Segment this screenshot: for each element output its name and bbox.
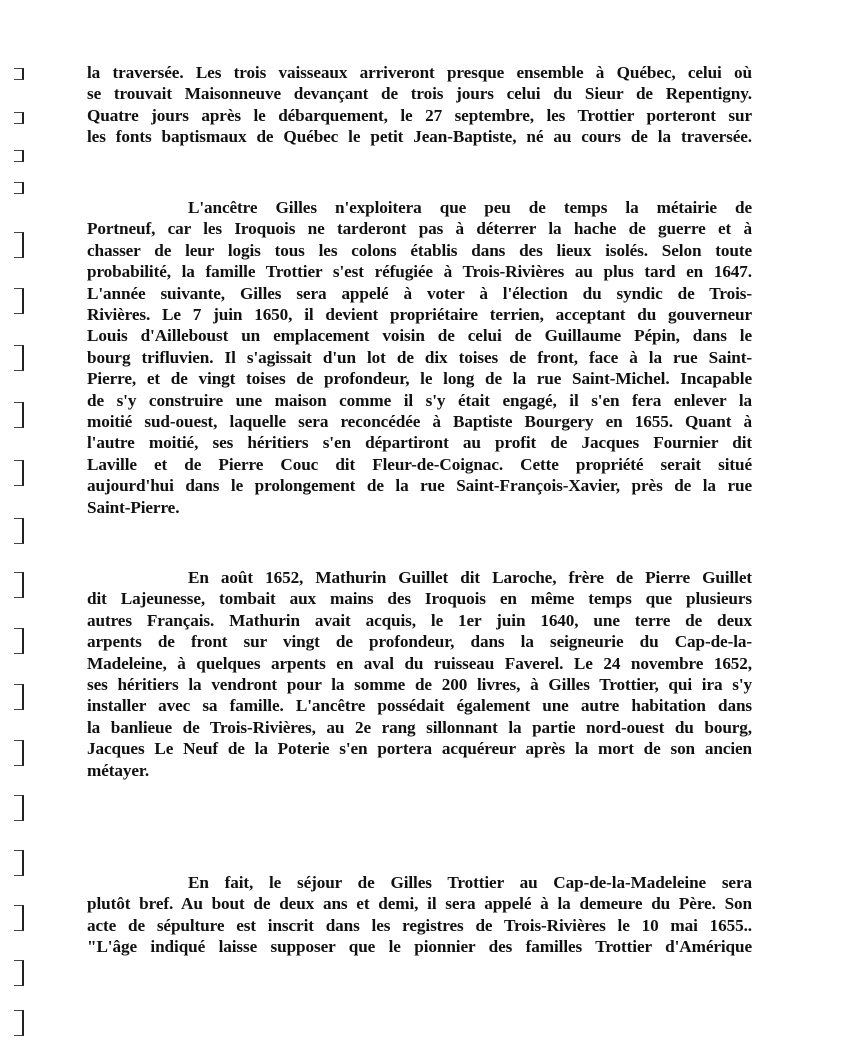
text-line: Pierre, et de vingt toises de profondeur, le long de la rue Saint-Michel. Incapable [87, 369, 752, 389]
binding-hole-mark [14, 68, 24, 80]
text-line: Saint-Pierre. [87, 497, 180, 517]
text-line: moitié sud-ouest, laquelle sera reconcédée à Baptiste Bourgery en 1655. Quant à [87, 412, 752, 432]
text-line: installer avec sa famille. L'ancêtre possédait également une autre habitation dans [87, 696, 752, 716]
paragraph-1 [87, 62, 752, 148]
text-line: En fait, le séjour de Gilles Trottier au Cap-de-la-Madeleine sera [188, 873, 752, 892]
text-line: ses héritiers la vendront pour la somme de 200 livres, à Gilles Trottier, qui ira s'y [87, 675, 752, 695]
binding-hole-mark [14, 850, 24, 876]
binding-hole-mark [14, 905, 24, 931]
paragraph-2 [87, 197, 752, 518]
text-line: métayer. [87, 760, 150, 780]
text-line: de s'y construire une maison comme il s'y était engagé, il s'en fera enlever la [87, 390, 752, 410]
text-line: arpents de front sur vingt de profondeur, dans la seigneurie du Cap-de-la- [87, 632, 752, 652]
text-line: probabilité, la famille Trottier s'est réfugiée à Trois-Rivières au plus tard en 1647. [87, 262, 752, 282]
text-line: plutôt bref. Au bout de deux ans et demi, il sera appelé à la demeure du Père. Son [87, 894, 752, 914]
text-line: acte de sépulture est inscrit dans les registres de Trois-Rivières le 10 mai 1655.. [87, 915, 752, 935]
text-line: autres Français. Mathurin avait acquis, le 1er juin 1640, une terre de deux [87, 610, 752, 630]
text-line: Laville et de Pierre Couc dit Fleur-de-Coignac. Cette propriété serait situé [87, 454, 752, 474]
binding-hole-mark [14, 684, 24, 710]
binding-hole-mark [14, 1010, 24, 1036]
binding-hole-mark [14, 795, 24, 821]
text-line: L'année suivante, Gilles sera appelé à voter à l'élection du syndic de Trois- [87, 283, 752, 303]
text-line: chasser de leur logis tous les colons établis dans des lieux isolés. Selon toute [87, 240, 752, 260]
binding-marks [0, 0, 40, 1059]
paragraph-3 [87, 567, 752, 781]
text-line: "L'âge indiqué laisse supposer que le pionnier des familles Trottier d'Amérique [87, 937, 752, 957]
text-line: Madeleine, à quelques arpents en aval du ruisseau Faverel. Le 24 novembre 1652, [87, 653, 752, 673]
text-line: se trouvait Maisonneuve devançant de trois jours celui du Sieur de Repentigny. [87, 84, 752, 104]
text-line: l'autre moitié, ses héritiers s'en départiront au profit de Jacques Fournier dit [87, 433, 752, 453]
binding-hole-mark [14, 288, 24, 314]
binding-hole-mark [14, 232, 24, 258]
binding-hole-mark [14, 628, 24, 654]
text-line: aujourd'hui dans le prolongement de la rue Saint-François-Xavier, près de la rue [87, 476, 752, 496]
text-line: Portneuf, car les Iroquois ne tarderont pas à déterrer la hache de guerre et à [87, 219, 752, 239]
binding-hole-mark [14, 518, 24, 544]
text-line: la traversée. Les trois vaisseaux arriveront presque ensemble à Québec, celui où [87, 63, 752, 82]
text-line: Quatre jours après le débarquement, le 27 septembre, les Trottier porteront sur [87, 105, 752, 125]
text-line: bourg trifluvien. Il s'agissait d'un lot de dix toises de front, face à la rue Saint- [87, 347, 752, 367]
text-line: Louis d'Ailleboust un emplacement voisin de celui de Guillaume Pépin, dans le [87, 326, 752, 346]
binding-hole-mark [14, 112, 24, 124]
text-line: L'ancêtre Gilles n'exploitera que peu de temps la métairie de [188, 198, 752, 217]
text-line: les fonts baptismaux de Québec le petit Jean-Baptiste, né au cours de la traversée. [87, 127, 752, 147]
binding-hole-mark [14, 402, 24, 428]
binding-hole-mark [14, 460, 24, 486]
binding-hole-mark [14, 345, 24, 371]
text-line: la banlieue de Trois-Rivières, au 2e rang sillonnant la partie nord-ouest du bourg, [87, 717, 752, 737]
binding-hole-mark [14, 572, 24, 598]
text-line: Jacques Le Neuf de la Poterie s'en portera acquéreur après la mort de son ancien [87, 739, 752, 759]
text-line: dit Lajeunesse, tombait aux mains des Iroquois en même temps que plusieurs [87, 589, 752, 609]
text-line: En août 1652, Mathurin Guillet dit Laroche, frère de Pierre Guillet [188, 568, 752, 587]
binding-hole-mark [14, 150, 24, 162]
binding-hole-mark [14, 740, 24, 766]
paragraph-4 [87, 872, 752, 958]
binding-hole-mark [14, 182, 24, 194]
binding-hole-mark [14, 960, 24, 986]
text-line: Rivières. Le 7 juin 1650, il devient propriétaire terrien, acceptant du gouverneur [87, 305, 752, 325]
